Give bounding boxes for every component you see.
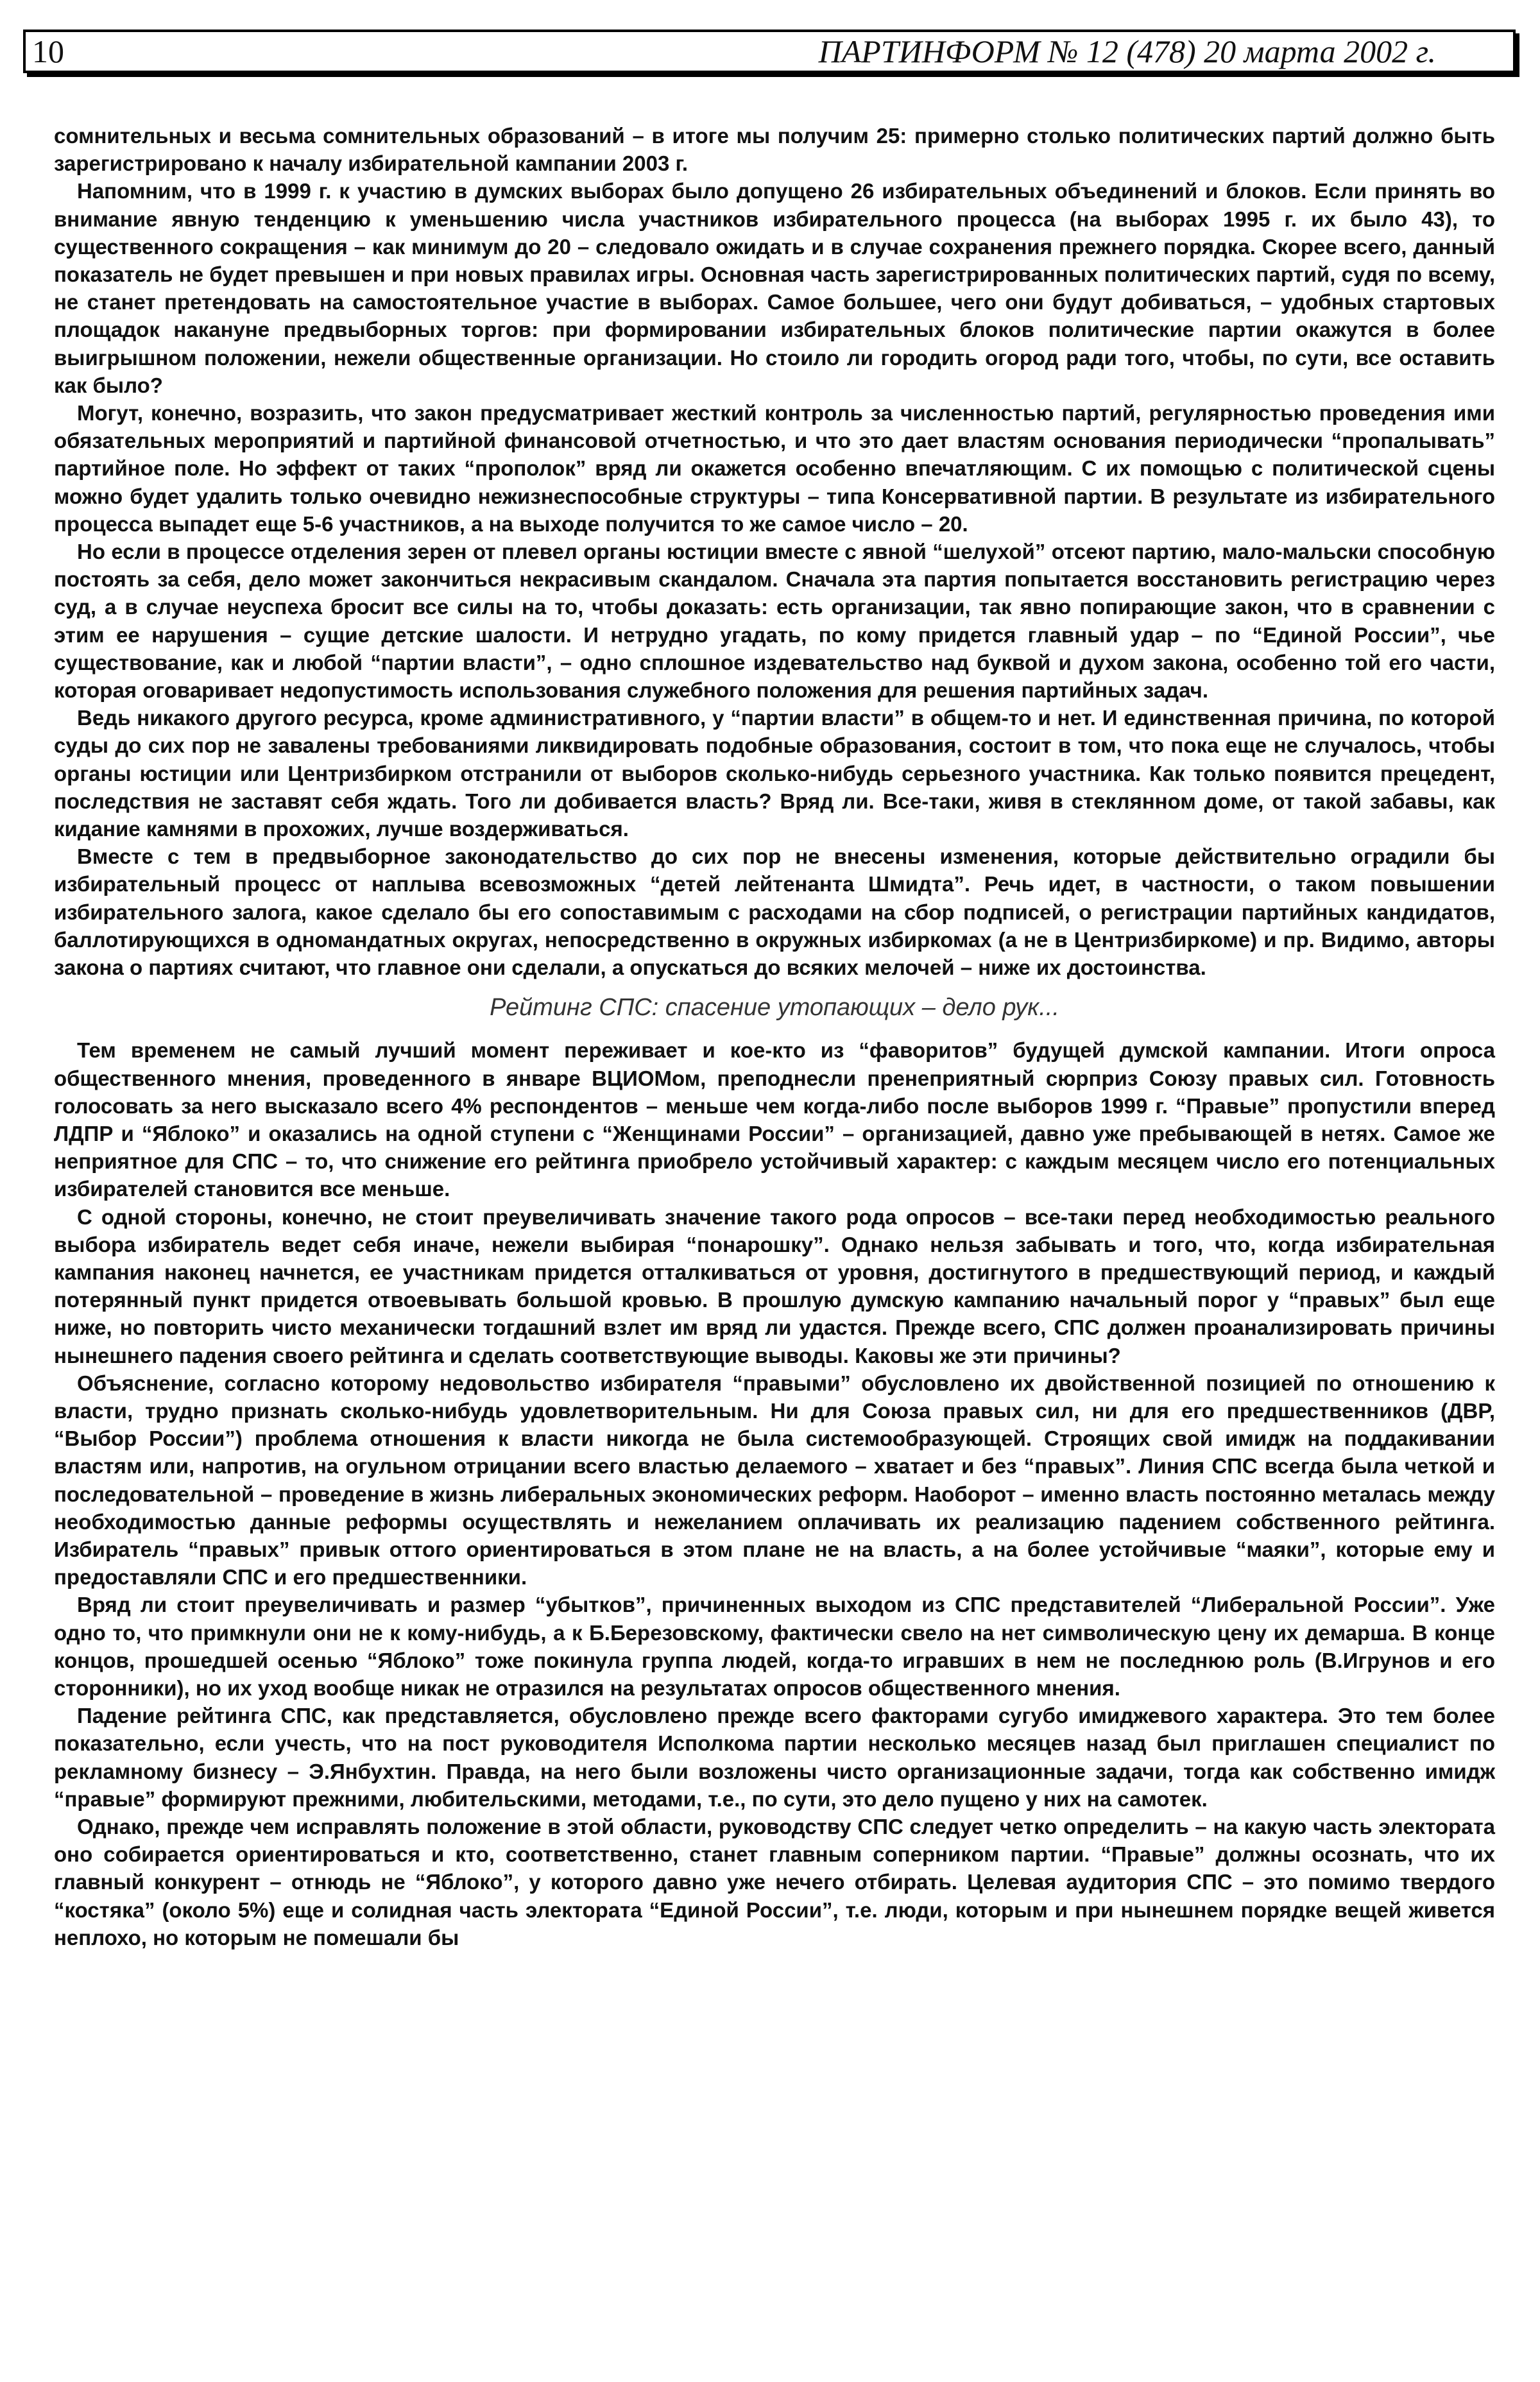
paragraph: Вместе с тем в предвыборное законодательство до сих пор не внесены изменения, которые действительно оградили бы избирательный процесс от наплыва всевозможных “детей лейтенанта Шмидта”. Речь идет, в частности, о таком повышении избирательного залога, какое сделало бы его сопоставимым с расходами на сбор подписей, о регистрации партийных кандидатов, баллотирующихся в одномандатных округах, непосредственно в окружных избиркомах (а не в Центризбиркоме) и пр. Видимо, авторы закона о партиях считают, что главное они сделали, а опускаться до всяких мелочей – ниже их достоинства. xyxy=(54,844,1495,980)
article-body xyxy=(54,122,1495,1951)
paragraph: Могут, конечно, возразить, что закон предусматривает жесткий контроль за численностью партий, регулярностью проведения ими обязательных мероприятий и партийной финансовой отчетностью, и что это дает властям основания периодически “пропалывать” партийное поле. Но эффект от таких “прополок” вряд ли окажется особенно впечатляющим. С их помощью с политической сцены можно будет удалить только очевидно нежизнеспособные структуры – типа Консервативной партии. В результате из избирательного процесса выпадет еще 5-6 участников, а на выходе получится то же самое число – 20. xyxy=(54,401,1495,536)
publication-title: ПАРТИНФОРМ № 12 (478) 20 марта 2002 г. xyxy=(818,33,1436,69)
paragraph: сомнительных и весьма сомнительных образований – в итоге мы получим 25: примерно столько политических партий должно быть зарегистрировано к началу избирательной кампании 2003 г. xyxy=(54,124,1495,176)
paragraph: Напомним, что в 1999 г. к участию в думских выборах было допущено 26 избирательных объединений и блоков. Если принять во внимание явную тенденцию к уменьшению числа участников избирательного процесса (на выборах 1995 г. их было 43), то существенного сокращения – как минимум до 20 – следовало ожидать и в случае сохранения прежнего порядка. Скорее всего, данный показатель не будет превышен и при новых правилах игры. Основная часть зарегистрированных политических партий, судя по всему, не станет претендовать на самостоятельное участие в выборах. Самое большее, чего они будут добиваться, – удобных стартовых площадок накануне предвыборных торгов: при формировании избирательных блоков политические партии окажутся в более выигрышном положении, нежели общественные организации. Но стоило ли городить огород ради того, чтобы, по сути, все оставить как было? xyxy=(54,179,1495,397)
paragraph: Ведь никакого другого ресурса, кроме административного, у “партии власти” в общем-то и нет. И единственная причина, по которой суды до сих пор не завалены требованиями ликвидировать подобные образования, состоит в том, что пока еще не случалось, чтобы органы юстиции или Центризбирком отстранили от выборов сколько-нибудь серьезного участника. Как только появится прецедент, последствия не заставят себя ждать. Того ли добивается власть? Вряд ли. Все-таки, живя в стеклянном доме, от такой забавы, как кидание камнями в прохожих, лучше воздерживаться. xyxy=(54,706,1495,841)
paragraph: Вряд ли стоит преувеличивать и размер “убытков”, причиненных выходом из СПС представителей “Либеральной России”. Уже одно то, что примкнули они не к кому-нибудь, а к Б.Березовскому, фактически свело на нет символическую цену их демарша. В конце концов, прошедшей осенью “Яблоко” тоже покинула группа людей, когда-то игравших в нем не последнюю роль (В.Игрунов и его сторонники), но их уход вообще никак не отразился на результатах опросов общественного мнения. xyxy=(54,1593,1495,1700)
page-header xyxy=(23,30,1516,73)
paragraph: Объяснение, согласно которому недовольство избирателя “правыми” обусловлено их двойственной позицией по отношению к власти, трудно признать сколько-нибудь удовлетворительным. Ни для Союза правых сил, ни для его предшественников (ДВР, “Выбор России”) проблема отношения к власти никогда не была системообразующей. Строящих свой имидж на поддакивании властям или, напротив, на огульном отрицании всего властью делаемого – хватает и без “правых”. Линия СПС всегда была четкой и последовательной – проведение в жизнь либеральных экономических реформ. Наоборот – именно власть постоянно металась между необходимостью данные реформы осуществлять и нежеланием оплачивать их реализацию падением собственного рейтинга. Избиратель “правых” привык оттого ориентироваться в этом плане не на власть, а на более устойчивые “маяки”, которые ему и предоставляли СПС и его предшественники. xyxy=(54,1371,1495,1589)
paragraph: Тем временем не самый лучший момент переживает и кое-кто из “фаворитов” будущей думской кампании. Итоги опроса общественного мнения, проведенного в январе ВЦИОМом, преподнесли пренеприятный сюрприз Союзу правых сил. Готовность голосовать за него высказало всего 4% респондентов – меньше чем когда-либо после выборов 1999 г. “Правые” пропустили вперед ЛДПР и “Яблоко” и оказались на одной ступени с “Женщинами России” – организацией, давно уже пребывающей в нетях. Самое же неприятное для СПС – то, что снижение его рейтинга приобрело устойчивый характер: с каждым месяцем число его потенциальных избирателей становится все меньше. xyxy=(54,1038,1495,1201)
paragraph: Однако, прежде чем исправлять положение в этой области, руководству СПС следует четко определить – на какую часть электората оно собирается ориентироваться и кто, соответственно, станет главным соперником партии. “Правые” должны осознать, что их главный конкурент – отнюдь не “Яблоко”, у которого давно уже нечего отбирать. Целевая аудитория СПС – это помимо твердого “костяка” (около 5%) еще и солидная часть электората “Единой России”, т.е. люди, которым и при нынешнем порядке вещей живется неплохо, но которым не помешали бы xyxy=(54,1814,1495,1949)
paragraph: Падение рейтинга СПС, как представляется, обусловлено прежде всего факторами сугубо имиджевого характера. Это тем более показательно, если учесть, что на пост руководителя Исполкома партии несколько месяцев назад был приглашен специалист по рекламному бизнесу – Э.Янбухтин. Правда, на него были возложены чисто организационные задачи, тогда как собственно имидж “правые” формируют прежними, любительскими, методами, т.е., по сути, это дело пущено у них на самотек. xyxy=(54,1704,1495,1811)
section-subheading: Рейтинг СПС: спасение утопающих – дело рук... xyxy=(490,994,1059,1022)
paragraph: Но если в процессе отделения зерен от плевел органы юстиции вместе с явной “шелухой” отсеют партию, мало-мальски способную постоять за себя, дело может закончиться некрасивым скандалом. Сначала эта партия попытается восстановить регистрацию через суд, а в случае неуспеха бросит все силы на то, чтобы доказать: есть организации, так явно попирающие закон, что в сравнении с этим ее нарушения – сущие детские шалости. И нетрудно угадать, по кому придется главный удар – по “Единой России”, чье существование, как и любой “партии власти”, – одно сплошное издевательство над буквой и духом закона, особенно той его части, которая оговаривает недопустимость использования служебного положения для решения партийных задач. xyxy=(54,540,1495,703)
page-number: 10 xyxy=(32,33,64,69)
paragraph: С одной стороны, конечно, не стоит преувеличивать значение такого рода опросов – все-таки перед необходимостью реального выбора избиратель ведет себя иначе, нежели выбирая “понарошку”. Однако нельзя забывать и того, что, когда избирательная кампания наконец начнется, ее участникам придется отталкиваться от уровня, достигнутого в предшествующий период, и каждый потерянный пункт придется отвоевывать большой кровью. В прошлую думскую кампанию начальный порог у “правых” был еще ниже, но повторить чисто механически тогдашний взлет им вряд ли удастся. Прежде всего, СПС должен проанализировать причины нынешнего падения своего рейтинга и сделать соответствующие выводы. Каковы же эти причины? xyxy=(54,1204,1495,1367)
